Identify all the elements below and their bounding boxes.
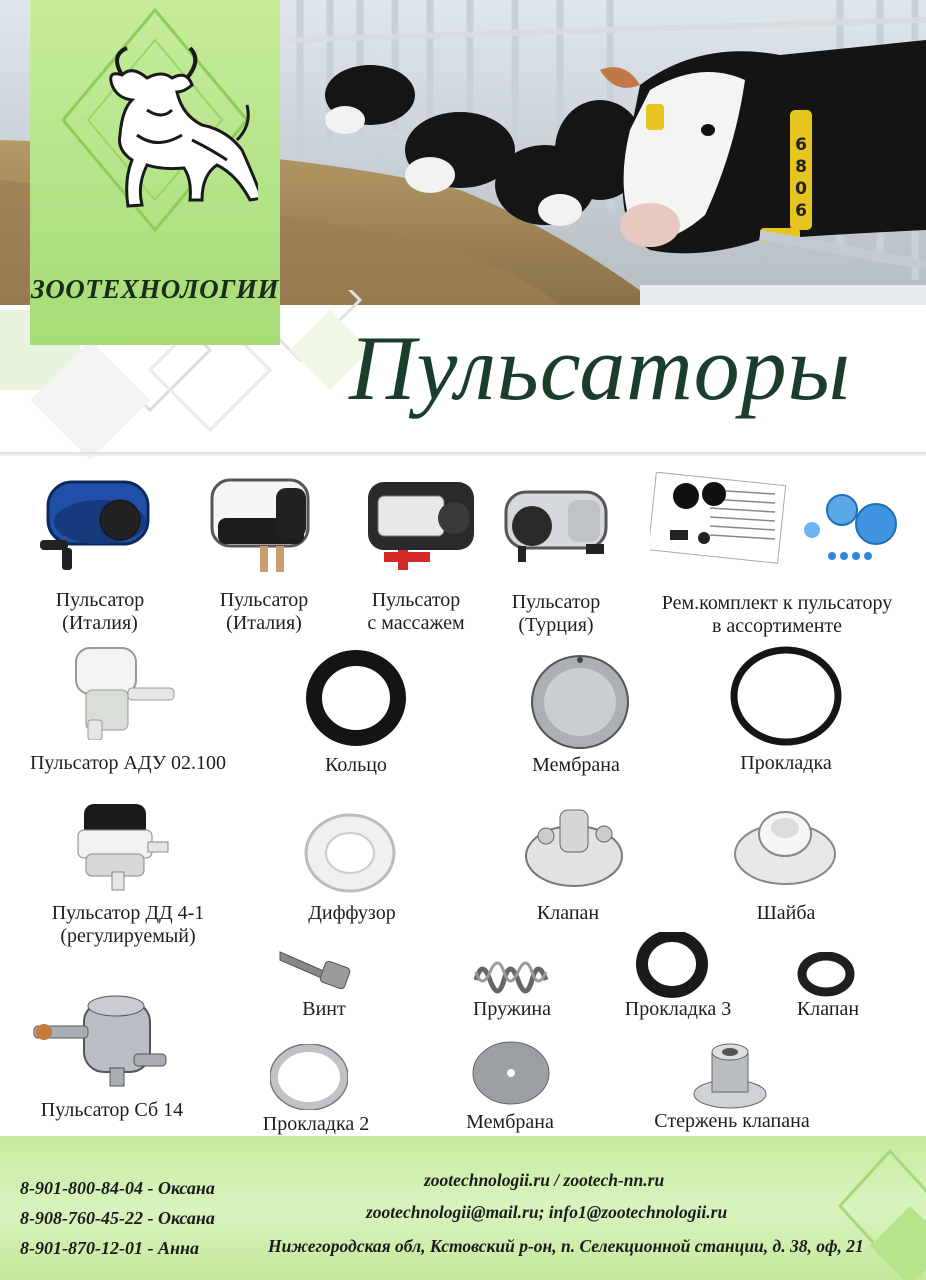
- product-label: [627, 592, 926, 638]
- product-label-line: Прокладка 3: [624, 998, 732, 1020]
- product-membrane-1: [528, 650, 632, 754]
- address: Нижегородская обл, Кстовский р-он, п. Селекционной станции, д. 38, оф, 21: [268, 1236, 864, 1256]
- blue-pulsator-icon: [38, 470, 158, 570]
- product-pulsator-adu: [62, 640, 182, 740]
- product-pulsator-turkey: [498, 478, 618, 573]
- phone-3[interactable]: 8-901-870-12-01 - Анна: [20, 1238, 199, 1258]
- product-label-line: Винт: [302, 998, 346, 1020]
- product-label-line: Рем.комплект к пульсатору: [661, 592, 893, 614]
- product-ring: [306, 648, 406, 748]
- product-pulsator-massage: [358, 472, 478, 572]
- svg-text:0: 0: [795, 179, 807, 199]
- screw-icon: [276, 946, 356, 996]
- product-label-line: Диффузор: [308, 902, 396, 924]
- brand-name: ЗООТЕХНОЛОГИИ: [31, 274, 279, 304]
- product-label-line: Мембрана: [532, 754, 620, 776]
- product-label-line: Пульсатор: [511, 591, 601, 613]
- sb-pulsator-icon: [30, 988, 170, 1088]
- product-label-line: Пружина: [472, 998, 552, 1020]
- product-label-line: Прокладка: [740, 752, 832, 774]
- product-washer: [730, 798, 840, 890]
- email-link[interactable]: zootechnologii@mail.ru; info1@zootechnologii.ru: [366, 1202, 728, 1222]
- product-gasket-3: [636, 932, 708, 998]
- product-label-line: Стержень клапана: [654, 1110, 810, 1132]
- product-pulsator-italy-white: [200, 470, 320, 575]
- washer-icon: [730, 798, 840, 890]
- product-label-line: (регулируемый): [60, 925, 196, 947]
- diffuser-icon: [300, 808, 400, 898]
- product-label-line: Пульсатор: [371, 589, 461, 611]
- svg-text:8: 8: [795, 157, 807, 177]
- product-label-line: Пульсатор: [219, 589, 309, 611]
- product-valve-2: [796, 952, 856, 998]
- phone-1[interactable]: 8-901-800-84-04 - Оксана: [20, 1178, 215, 1198]
- websites-link[interactable]: zootechnologii.ru / zootech-nn.ru: [424, 1170, 665, 1190]
- product-spring: [470, 952, 550, 994]
- product-diffuser: [300, 808, 400, 898]
- product-label-line: Прокладка 2: [262, 1113, 370, 1135]
- product-screw: [276, 946, 356, 996]
- adu-pulsator-icon: [62, 640, 182, 740]
- svg-text:6: 6: [795, 135, 807, 155]
- clear-valve-icon: [520, 800, 630, 890]
- rubber-valve-icon: [796, 952, 856, 998]
- product-label-line: (Италия): [62, 612, 138, 634]
- contact-footer: [0, 1136, 926, 1280]
- phone-2[interactable]: 8-908-760-45-22 - Оксана: [20, 1208, 215, 1228]
- product-label-line: Клапан: [536, 902, 600, 924]
- divider: [0, 452, 926, 456]
- massage-pulsator-icon: [358, 472, 478, 572]
- product-label-line: Шайба: [756, 902, 816, 924]
- product-label-line: (Турция): [518, 614, 594, 636]
- metal-membrane-icon: [528, 650, 632, 754]
- product-pulsator-italy-blue: [38, 470, 158, 570]
- product-label-line: (Италия): [226, 612, 302, 634]
- product-label-line: с массажем: [367, 612, 465, 634]
- steel-pulsator-icon: [498, 478, 618, 573]
- product-label-line: Пульсатор АДУ 02.100: [29, 752, 227, 774]
- product-label: [636, 752, 926, 775]
- product-label-line: Пульсатор Сб 14: [40, 1099, 184, 1121]
- repair-kit-icon: [650, 472, 910, 582]
- product-label-line: Кольцо: [325, 754, 387, 776]
- product-pulsator-sb: [30, 988, 170, 1088]
- product-label-line: Пульсатор ДД 4-1: [51, 902, 205, 924]
- valve-stem-icon: [690, 1038, 770, 1110]
- logo-card: [30, 0, 280, 345]
- product-label-line: Клапан: [796, 998, 860, 1020]
- product-label-line: Мембрана: [466, 1111, 554, 1133]
- dd-pulsator-icon: [70, 798, 180, 898]
- svg-text:6: 6: [795, 201, 807, 221]
- product-label: [582, 1110, 882, 1133]
- disc-membrane-icon: [470, 1040, 552, 1106]
- o-ring-icon: [728, 644, 844, 750]
- bull-logo-icon: [52, 0, 258, 250]
- product-label: [636, 902, 926, 925]
- product-valve-1: [520, 800, 630, 890]
- product-repair-kit: [650, 472, 910, 582]
- product-pulsator-dd: [70, 798, 180, 898]
- product-label: [678, 998, 926, 1021]
- product-label-line: Пульсатор: [55, 589, 145, 611]
- page-title: Пульсаторы: [349, 317, 851, 419]
- thin-gasket-icon: [270, 1044, 348, 1110]
- product-membrane-2: [470, 1040, 552, 1106]
- product-valve-stem: [690, 1038, 770, 1110]
- spring-icon: [470, 952, 550, 994]
- white-pulsator-icon: [200, 470, 320, 575]
- product-gasket-2: [270, 1044, 348, 1110]
- product-gasket-1: [728, 644, 844, 750]
- rubber-ring-icon: [306, 648, 406, 748]
- product-label-line: в ассортименте: [711, 615, 843, 637]
- flat-gasket-icon: [636, 932, 708, 998]
